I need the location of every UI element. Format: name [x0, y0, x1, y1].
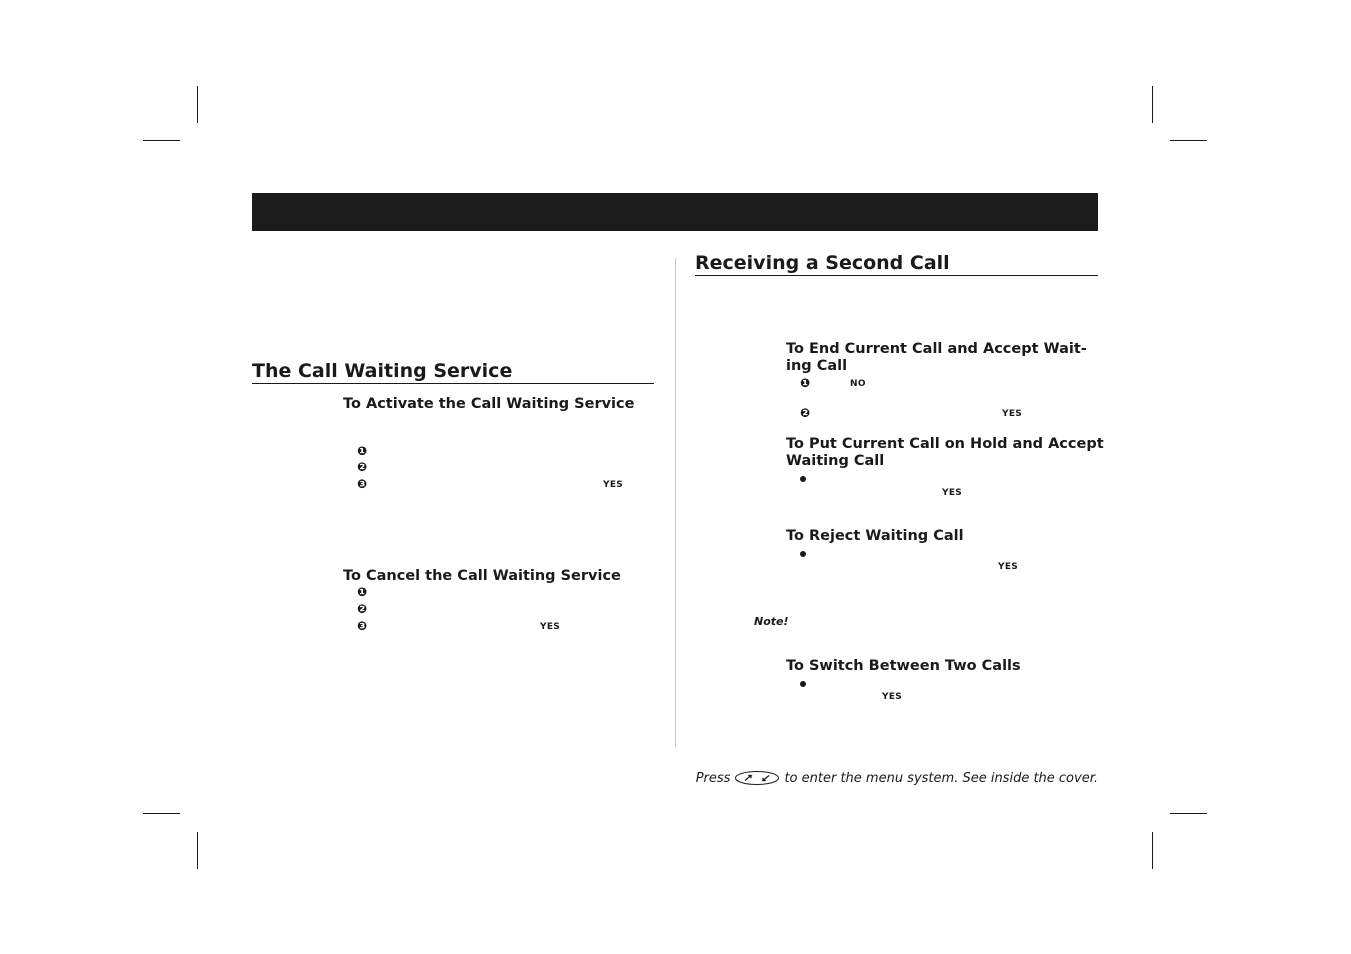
crop-mark [143, 140, 180, 141]
step-3-marker: ❸ [357, 619, 368, 633]
cancel-call-waiting-heading: To Cancel the Call Waiting Service [343, 568, 621, 584]
switch-calls-heading: To Switch Between Two Calls [786, 658, 1021, 674]
menu-arrows-key-icon [734, 770, 780, 786]
yes-key-label: YES [882, 692, 903, 702]
footer-instruction [696, 770, 1098, 786]
crop-mark [1170, 140, 1207, 141]
footer-text-press: Press [695, 770, 731, 786]
call-waiting-service-heading: The Call Waiting Service [252, 360, 654, 384]
yes-key-label: YES [998, 562, 1019, 572]
yes-key-label: YES [540, 622, 561, 632]
hold-and-accept-heading-continued: Waiting Call [786, 453, 885, 469]
crop-mark [1152, 832, 1153, 869]
step-1-marker: ❶ [357, 444, 368, 458]
crop-mark [197, 832, 198, 869]
column-divider [675, 258, 676, 747]
bullet-point [800, 551, 806, 557]
footer-text-menu-instruction: to enter the menu system. See inside the cover. [784, 770, 1098, 786]
bullet-point [800, 681, 806, 687]
yes-key-label: YES [603, 480, 624, 490]
activate-call-waiting-heading: To Activate the Call Waiting Service [343, 396, 635, 412]
step-1-marker: ❶ [800, 376, 811, 390]
step-2-marker: ❷ [357, 602, 368, 616]
crop-mark [1152, 86, 1153, 123]
note-label: Note! [754, 615, 789, 628]
crop-mark [197, 86, 198, 123]
page-header-bar [252, 193, 1098, 231]
no-key-label: NO [850, 379, 866, 389]
step-3-marker: ❸ [357, 477, 368, 491]
yes-key-label: YES [1002, 409, 1023, 419]
step-1-marker: ❶ [357, 585, 368, 599]
crop-mark [143, 813, 180, 814]
end-and-accept-heading-continued: ing Call [786, 358, 848, 374]
crop-mark [1170, 813, 1207, 814]
reject-waiting-call-heading: To Reject Waiting Call [786, 528, 964, 544]
receiving-second-call-heading: Receiving a Second Call [695, 252, 1098, 276]
yes-key-label: YES [942, 488, 963, 498]
hold-and-accept-heading: To Put Current Call on Hold and Accept [786, 436, 1104, 452]
bullet-point [800, 476, 806, 482]
step-2-marker: ❷ [357, 460, 368, 474]
step-2-marker: ❷ [800, 406, 811, 420]
end-and-accept-heading: To End Current Call and Accept Wait- [786, 341, 1087, 357]
